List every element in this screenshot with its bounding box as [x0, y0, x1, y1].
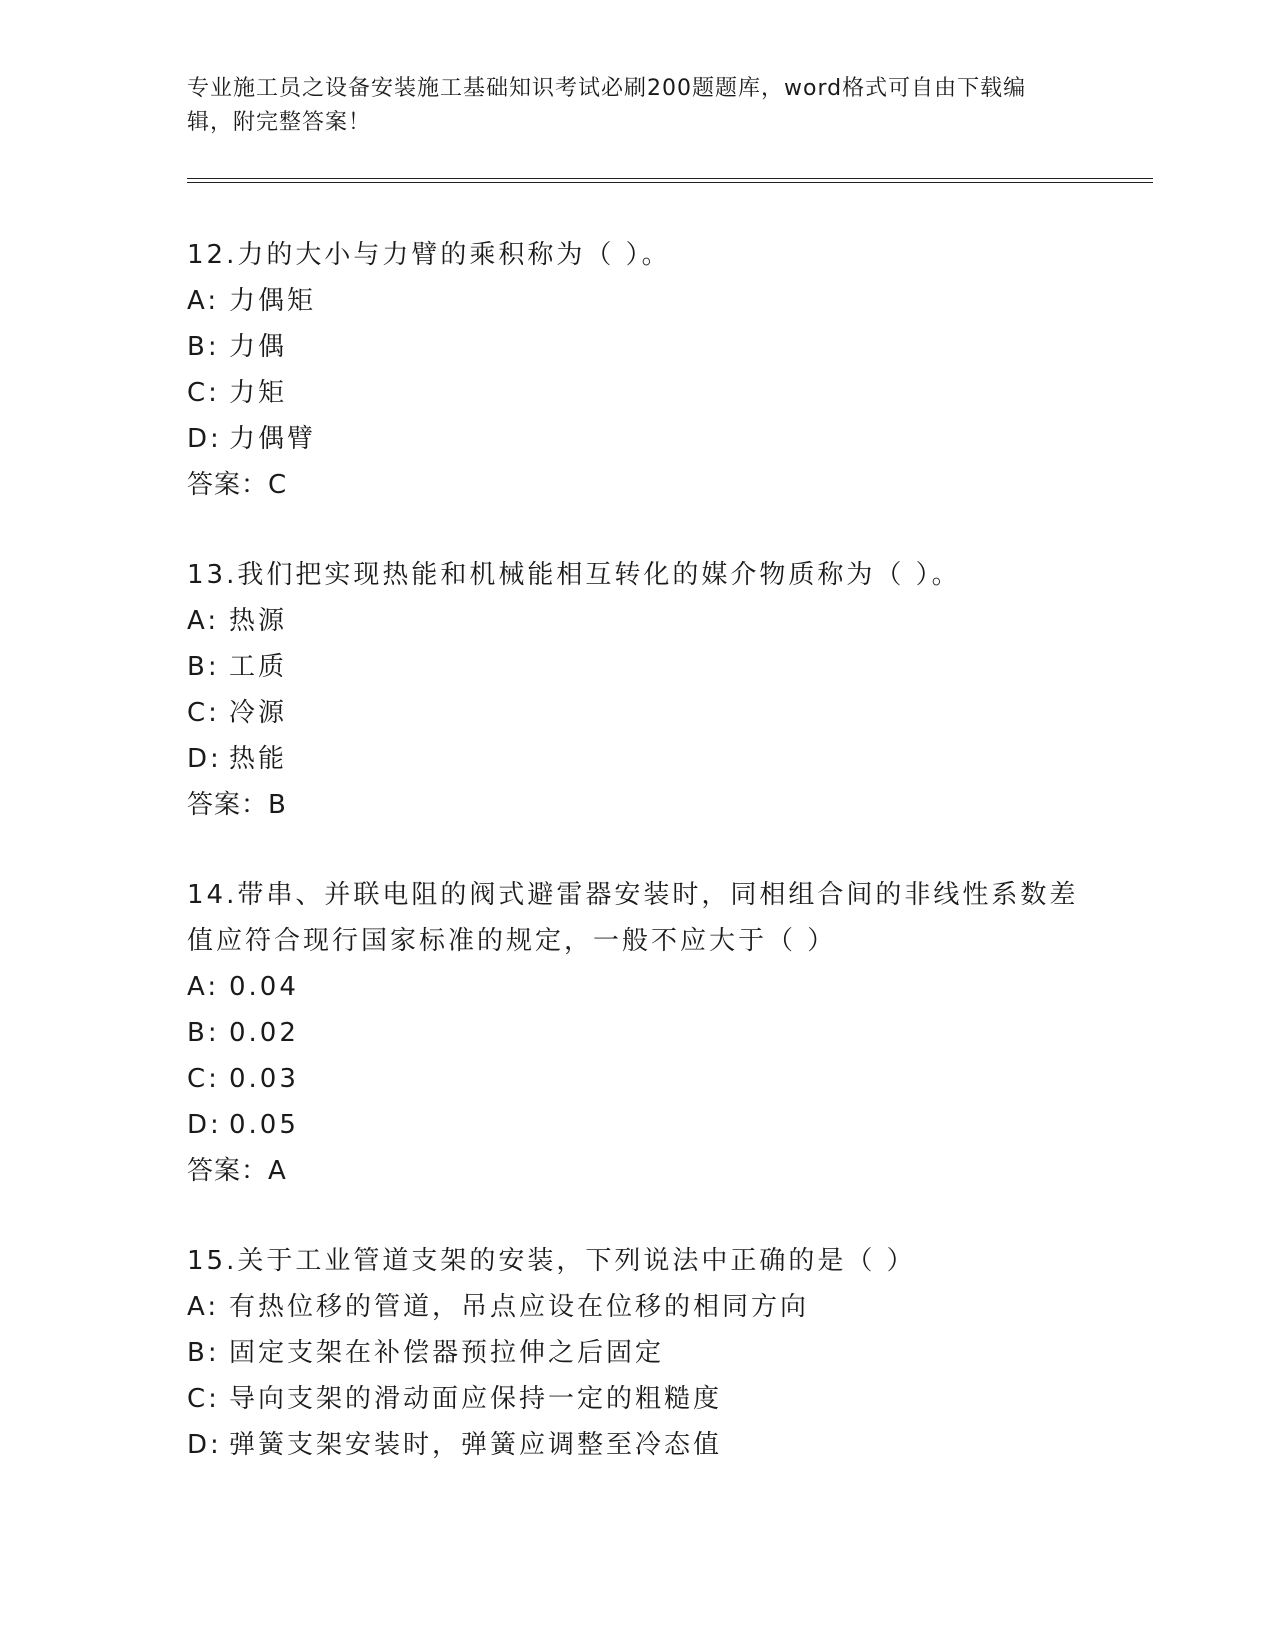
- option-a: [187, 964, 1087, 1010]
- option-key: A:: [187, 1292, 220, 1322]
- option-key: D:: [187, 424, 222, 454]
- question-stem: 12.力的大小与力臂的乘积称为（ ）。: [187, 240, 671, 270]
- option-text: 热源: [229, 606, 288, 636]
- answer-line: 答案：B: [187, 790, 287, 820]
- option-b: [187, 644, 1087, 690]
- option-key: D:: [187, 744, 222, 774]
- option-b: [187, 324, 1087, 370]
- option-text: 热能: [229, 744, 288, 774]
- option-key: C:: [187, 1384, 220, 1414]
- option-d: [187, 416, 1087, 462]
- option-d: [187, 1422, 1087, 1468]
- option-text: 力偶臂: [229, 424, 317, 454]
- option-key: C:: [187, 1064, 220, 1094]
- option-text: 0.02: [229, 1018, 299, 1048]
- header-divider: [187, 178, 1153, 183]
- option-key: B:: [187, 332, 220, 362]
- option-c: [187, 1056, 1087, 1102]
- option-text: 力矩: [229, 378, 288, 408]
- option-text: 力偶: [229, 332, 288, 362]
- question-item: [187, 872, 1087, 1194]
- document-header-title: 专业施工员之设备安装施工基础知识考试必刷200题题库，word格式可自由下载编辑，附完整答案！: [187, 76, 1027, 135]
- option-key: B:: [187, 1338, 220, 1368]
- option-b: [187, 1010, 1087, 1056]
- question-stem: 14.带串、并联电阻的阀式避雷器安装时，同相组合间的非线性系数差值应符合现行国家标准的规定，一般不应大于（ ）: [187, 880, 1079, 956]
- option-text: 力偶矩: [229, 286, 317, 316]
- option-key: A:: [187, 606, 220, 636]
- option-text: 0.03: [229, 1064, 299, 1094]
- option-text: 有热位移的管道，吊点应设在位移的相同方向: [229, 1292, 810, 1322]
- option-text: 弹簧支架安装时，弹簧应调整至冷态值: [229, 1430, 723, 1460]
- option-c: [187, 690, 1087, 736]
- option-text: 工质: [229, 652, 288, 682]
- option-a: [187, 598, 1087, 644]
- option-text: 0.05: [229, 1110, 299, 1140]
- question-list: [187, 232, 1087, 1512]
- option-b: [187, 1330, 1087, 1376]
- option-c: [187, 1376, 1087, 1422]
- option-key: D:: [187, 1110, 222, 1140]
- option-d: [187, 1102, 1087, 1148]
- option-text: 0.04: [229, 972, 299, 1002]
- answer-line: 答案：C: [187, 470, 288, 500]
- option-text: 固定支架在补偿器预拉伸之后固定: [229, 1338, 665, 1368]
- option-key: C:: [187, 378, 220, 408]
- question-stem: 15.关于工业管道支架的安装，下列说法中正确的是（ ）: [187, 1246, 916, 1276]
- option-a: [187, 278, 1087, 324]
- option-c: [187, 370, 1087, 416]
- answer-line: 答案：A: [187, 1156, 287, 1186]
- question-item: [187, 232, 1087, 508]
- option-a: [187, 1284, 1087, 1330]
- question-stem: 13.我们把实现热能和机械能相互转化的媒介物质称为（ ）。: [187, 560, 961, 590]
- option-text: 导向支架的滑动面应保持一定的粗糙度: [229, 1384, 723, 1414]
- option-text: 冷源: [229, 698, 288, 728]
- option-key: C:: [187, 698, 220, 728]
- question-item: [187, 552, 1087, 828]
- option-key: D:: [187, 1430, 222, 1460]
- question-item: [187, 1238, 1087, 1468]
- option-d: [187, 736, 1087, 782]
- option-key: A:: [187, 972, 220, 1002]
- option-key: A:: [187, 286, 220, 316]
- option-key: B:: [187, 1018, 220, 1048]
- option-key: B:: [187, 652, 220, 682]
